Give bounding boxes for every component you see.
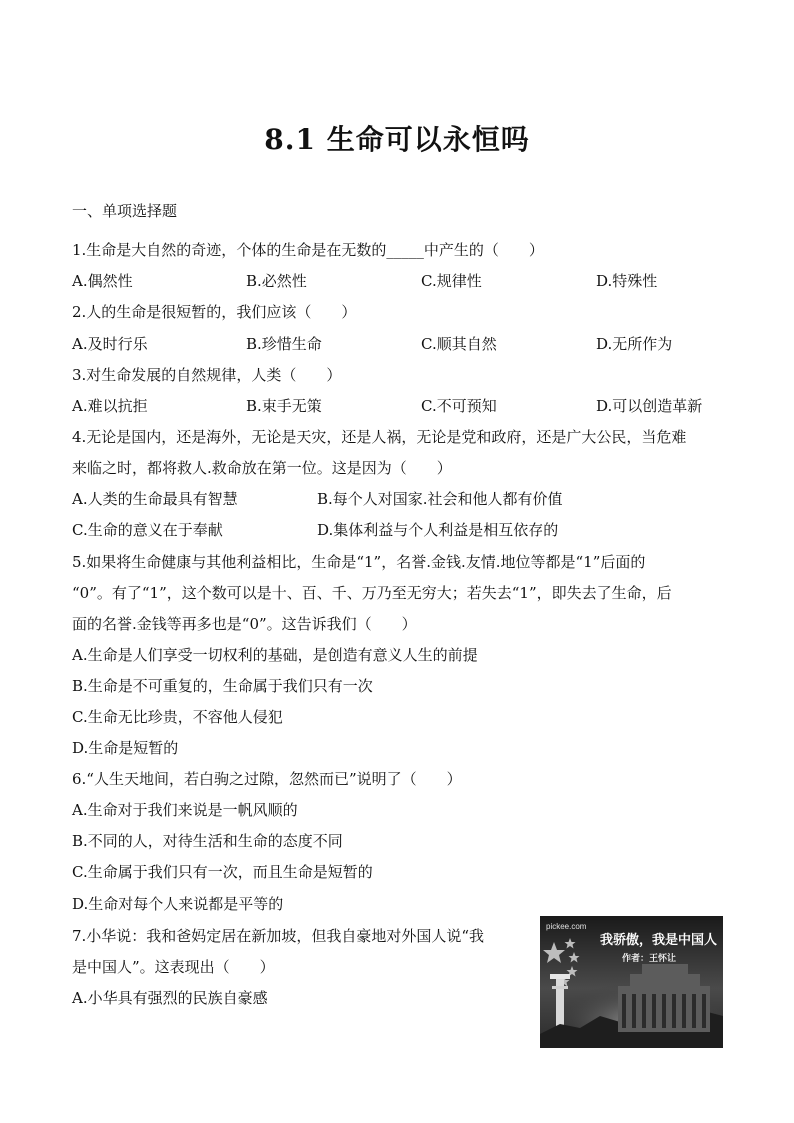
question-4-stem-line-2: 来临之时，都将救人.救命放在第一位。这是因为（ ）	[72, 459, 452, 477]
q5-option-a: A.生命是人们享受一切权利的基础，是创造有意义人生的前提	[72, 646, 478, 664]
q2-option-c: C.顺其自然	[421, 335, 497, 353]
cover-author: 作者：王怀让	[622, 954, 677, 964]
q4-option-d: D.集体利益与个人利益是相互依存的	[317, 521, 559, 539]
q5-option-b: B.生命是不可重复的，生命属于我们只有一次	[72, 677, 373, 695]
page-title: 8.1 生命可以永恒吗	[264, 123, 530, 156]
question-5-stem-line-2: “0”。有了“1”，这个数可以是十、百、千、万乃至无穷大；若失去“1”，即失去了生命，后	[72, 584, 672, 602]
question-6-stem: 6.“人生天地间，若白驹之过隙，忽然而已”说明了（ ）	[72, 770, 462, 788]
question-7-stem-line-2: 是中国人”。这表现出（ ）	[72, 958, 275, 976]
question-5-stem-line-3: 面的名誉.金钱等再多也是“0”。这告诉我们（ ）	[72, 615, 417, 633]
q1-option-a: A.偶然性	[72, 272, 133, 290]
question-5-stem-line-1: 5.如果将生命健康与其他利益相比，生命是“1”，名誉.金钱.友情.地位等都是“1”后面的	[72, 553, 646, 571]
q3-option-b: B.束手无策	[246, 397, 322, 415]
q6-option-d: D.生命对每个人来说都是平等的	[72, 895, 284, 913]
cover-headline: 我骄傲，我是中国人	[600, 933, 718, 948]
q3-option-a: A.难以抗拒	[72, 397, 148, 415]
q6-option-c: C.生命属于我们只有一次，而且生命是短暂的	[72, 863, 373, 881]
question-3-stem: 3.对生命发展的自然规律，人类（ ）	[72, 366, 342, 384]
q2-option-d: D.无所作为	[596, 335, 673, 353]
q3-option-d: D.可以创造革新	[596, 397, 703, 415]
q1-option-b: B.必然性	[246, 272, 307, 290]
question-4-stem-line-1: 4.无论是国内，还是海外，无论是天灾，还是人祸，无论是党和政府，还是广大公民，当危难	[72, 428, 687, 446]
q5-option-d: D.生命是短暂的	[72, 739, 179, 757]
question-2-stem: 2.人的生命是很短暂的，我们应该（ ）	[72, 303, 357, 321]
question-1-stem: 1.生命是大自然的奇迹，个体的生命是在无数的_____中产生的（ ）	[72, 241, 544, 259]
q5-option-c: C.生命无比珍贵，不容他人侵犯	[72, 708, 283, 726]
q4-option-b: B.每个人对国家.社会和他人都有价值	[317, 490, 563, 508]
q4-option-a: A.人类的生命最具有智慧	[72, 490, 238, 508]
q2-option-a: A.及时行乐	[72, 335, 148, 353]
q2-option-b: B.珍惜生命	[246, 335, 322, 353]
book-cover-image	[540, 916, 723, 1048]
q6-option-a: A.生命对于我们来说是一帆风顺的	[72, 801, 298, 819]
q4-option-c: C.生命的意义在于奉献	[72, 521, 223, 539]
q1-option-d: D.特殊性	[596, 272, 658, 290]
question-7-stem-line-1: 7.小华说：我和爸妈定居在新加坡，但我自豪地对外国人说“我	[72, 927, 484, 945]
site-label: pickee.com	[546, 922, 587, 931]
q7-option-a: A.小华具有强烈的民族自豪感	[72, 989, 268, 1007]
q1-option-c: C.规律性	[421, 272, 482, 290]
section-heading: 一、单项选择题	[72, 202, 178, 220]
q3-option-c: C.不可预知	[421, 397, 497, 415]
q6-option-b: B.不同的人，对待生活和生命的态度不同	[72, 832, 343, 850]
